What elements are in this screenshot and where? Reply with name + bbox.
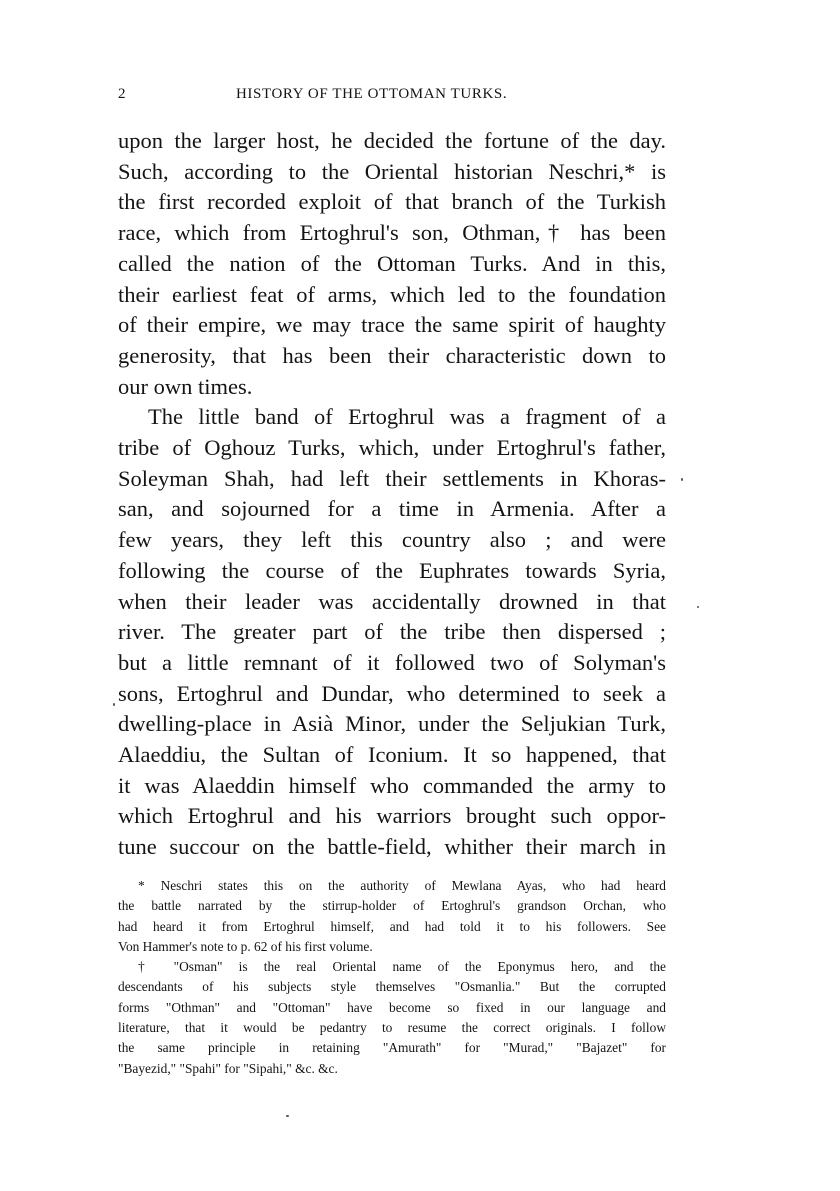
body-line: The little band of Ertoghrul was a fragment of a bbox=[148, 404, 666, 430]
footnotes bbox=[118, 876, 666, 1079]
body-line: generosity, that has been their characteristic down to bbox=[118, 342, 666, 368]
body-line: tribe of Oghouz Turks, which, under Ertoghrul's father, bbox=[118, 435, 666, 461]
footnote-line: the battle narrated by the stirrup-holder of Ertoghrul's grandson Orchan, who bbox=[118, 898, 666, 914]
body-line: Soleyman Shah, had left their settlements in Khoras- bbox=[118, 465, 666, 491]
body-line: called the nation of the Ottoman Turks. And in this, bbox=[118, 250, 666, 276]
body-line: Such, according to the Oriental historian Neschri,* is bbox=[118, 158, 666, 184]
footnote-line: descendants of his subjects style themselves "Osmanlia." But the corrupted bbox=[118, 979, 666, 995]
body-line: race, which from Ertoghrul's son, Othman,† has been bbox=[118, 220, 666, 246]
running-title: HISTORY OF THE OTTOMAN TURKS. bbox=[236, 86, 508, 102]
paper-speck bbox=[681, 478, 683, 481]
body-line: but a little remnant of it followed two of Solyman's bbox=[118, 649, 666, 675]
footnote-line: had heard it from Ertoghrul himself, and had told it to his followers. See bbox=[118, 918, 666, 934]
paper-speck bbox=[113, 703, 115, 706]
body-line: their earliest feat of arms, which led to the foundation bbox=[118, 281, 666, 307]
body-line: tune succour on the battle-field, whither their march in bbox=[118, 834, 666, 860]
body-line: the first recorded exploit of that branch of the Turkish bbox=[118, 189, 666, 215]
footnote-line: literature, that it would be pedantry to resume the correct originals. I follow bbox=[118, 1020, 666, 1036]
body-line: upon the larger host, he decided the fortune of the day. bbox=[118, 128, 666, 153]
footnote-line: Von Hammer's note to p. 62 of his first volume. bbox=[118, 938, 373, 954]
footnote-line: forms "Othman" and "Ottoman" have become so fixed in our language and bbox=[118, 999, 666, 1015]
body-line: of their empire, we may trace the same spirit of haughty bbox=[118, 312, 666, 338]
page-header bbox=[118, 86, 666, 110]
body-line: it was Alaeddin himself who commanded the army to bbox=[118, 772, 666, 798]
body-line: sons, Ertoghrul and Dundar, who determined to seek a bbox=[118, 680, 666, 706]
body-line: san, and sojourned for a time in Armenia. After a bbox=[118, 496, 666, 522]
paper-speck bbox=[697, 606, 699, 608]
footnote-line: * Neschri states this on the authority of Mewlana Ayas, who had heard bbox=[138, 878, 666, 893]
body-line: dwelling-place in Asià Minor, under the Seljukian Turk, bbox=[118, 711, 666, 737]
body-line: our own times. bbox=[118, 373, 253, 399]
paper-speck bbox=[286, 1115, 289, 1117]
body-line: few years, they left this country also ; and were bbox=[118, 527, 666, 553]
page-number: 2 bbox=[118, 86, 127, 102]
footnote-line: the same principle in retaining "Amurath" for "Murad," "Bajazet" for bbox=[118, 1040, 666, 1056]
body-line: river. The greater part of the tribe then dispersed ; bbox=[118, 619, 666, 645]
footnote-line: "Bayezid," "Spahi" for "Sipahi," &c. &c. bbox=[118, 1060, 338, 1076]
body-line: when their leader was accidentally drowned in that bbox=[118, 588, 666, 614]
body-text bbox=[118, 126, 666, 863]
body-line: which Ertoghrul and his warriors brought such oppor- bbox=[118, 803, 666, 829]
footnote-line: † "Osman" is the real Oriental name of the Eponymus hero, and the bbox=[138, 959, 666, 975]
body-line: following the course of the Euphrates towards Syria, bbox=[118, 557, 666, 583]
body-line: Alaeddiu, the Sultan of Iconium. It so happened, that bbox=[118, 742, 666, 768]
